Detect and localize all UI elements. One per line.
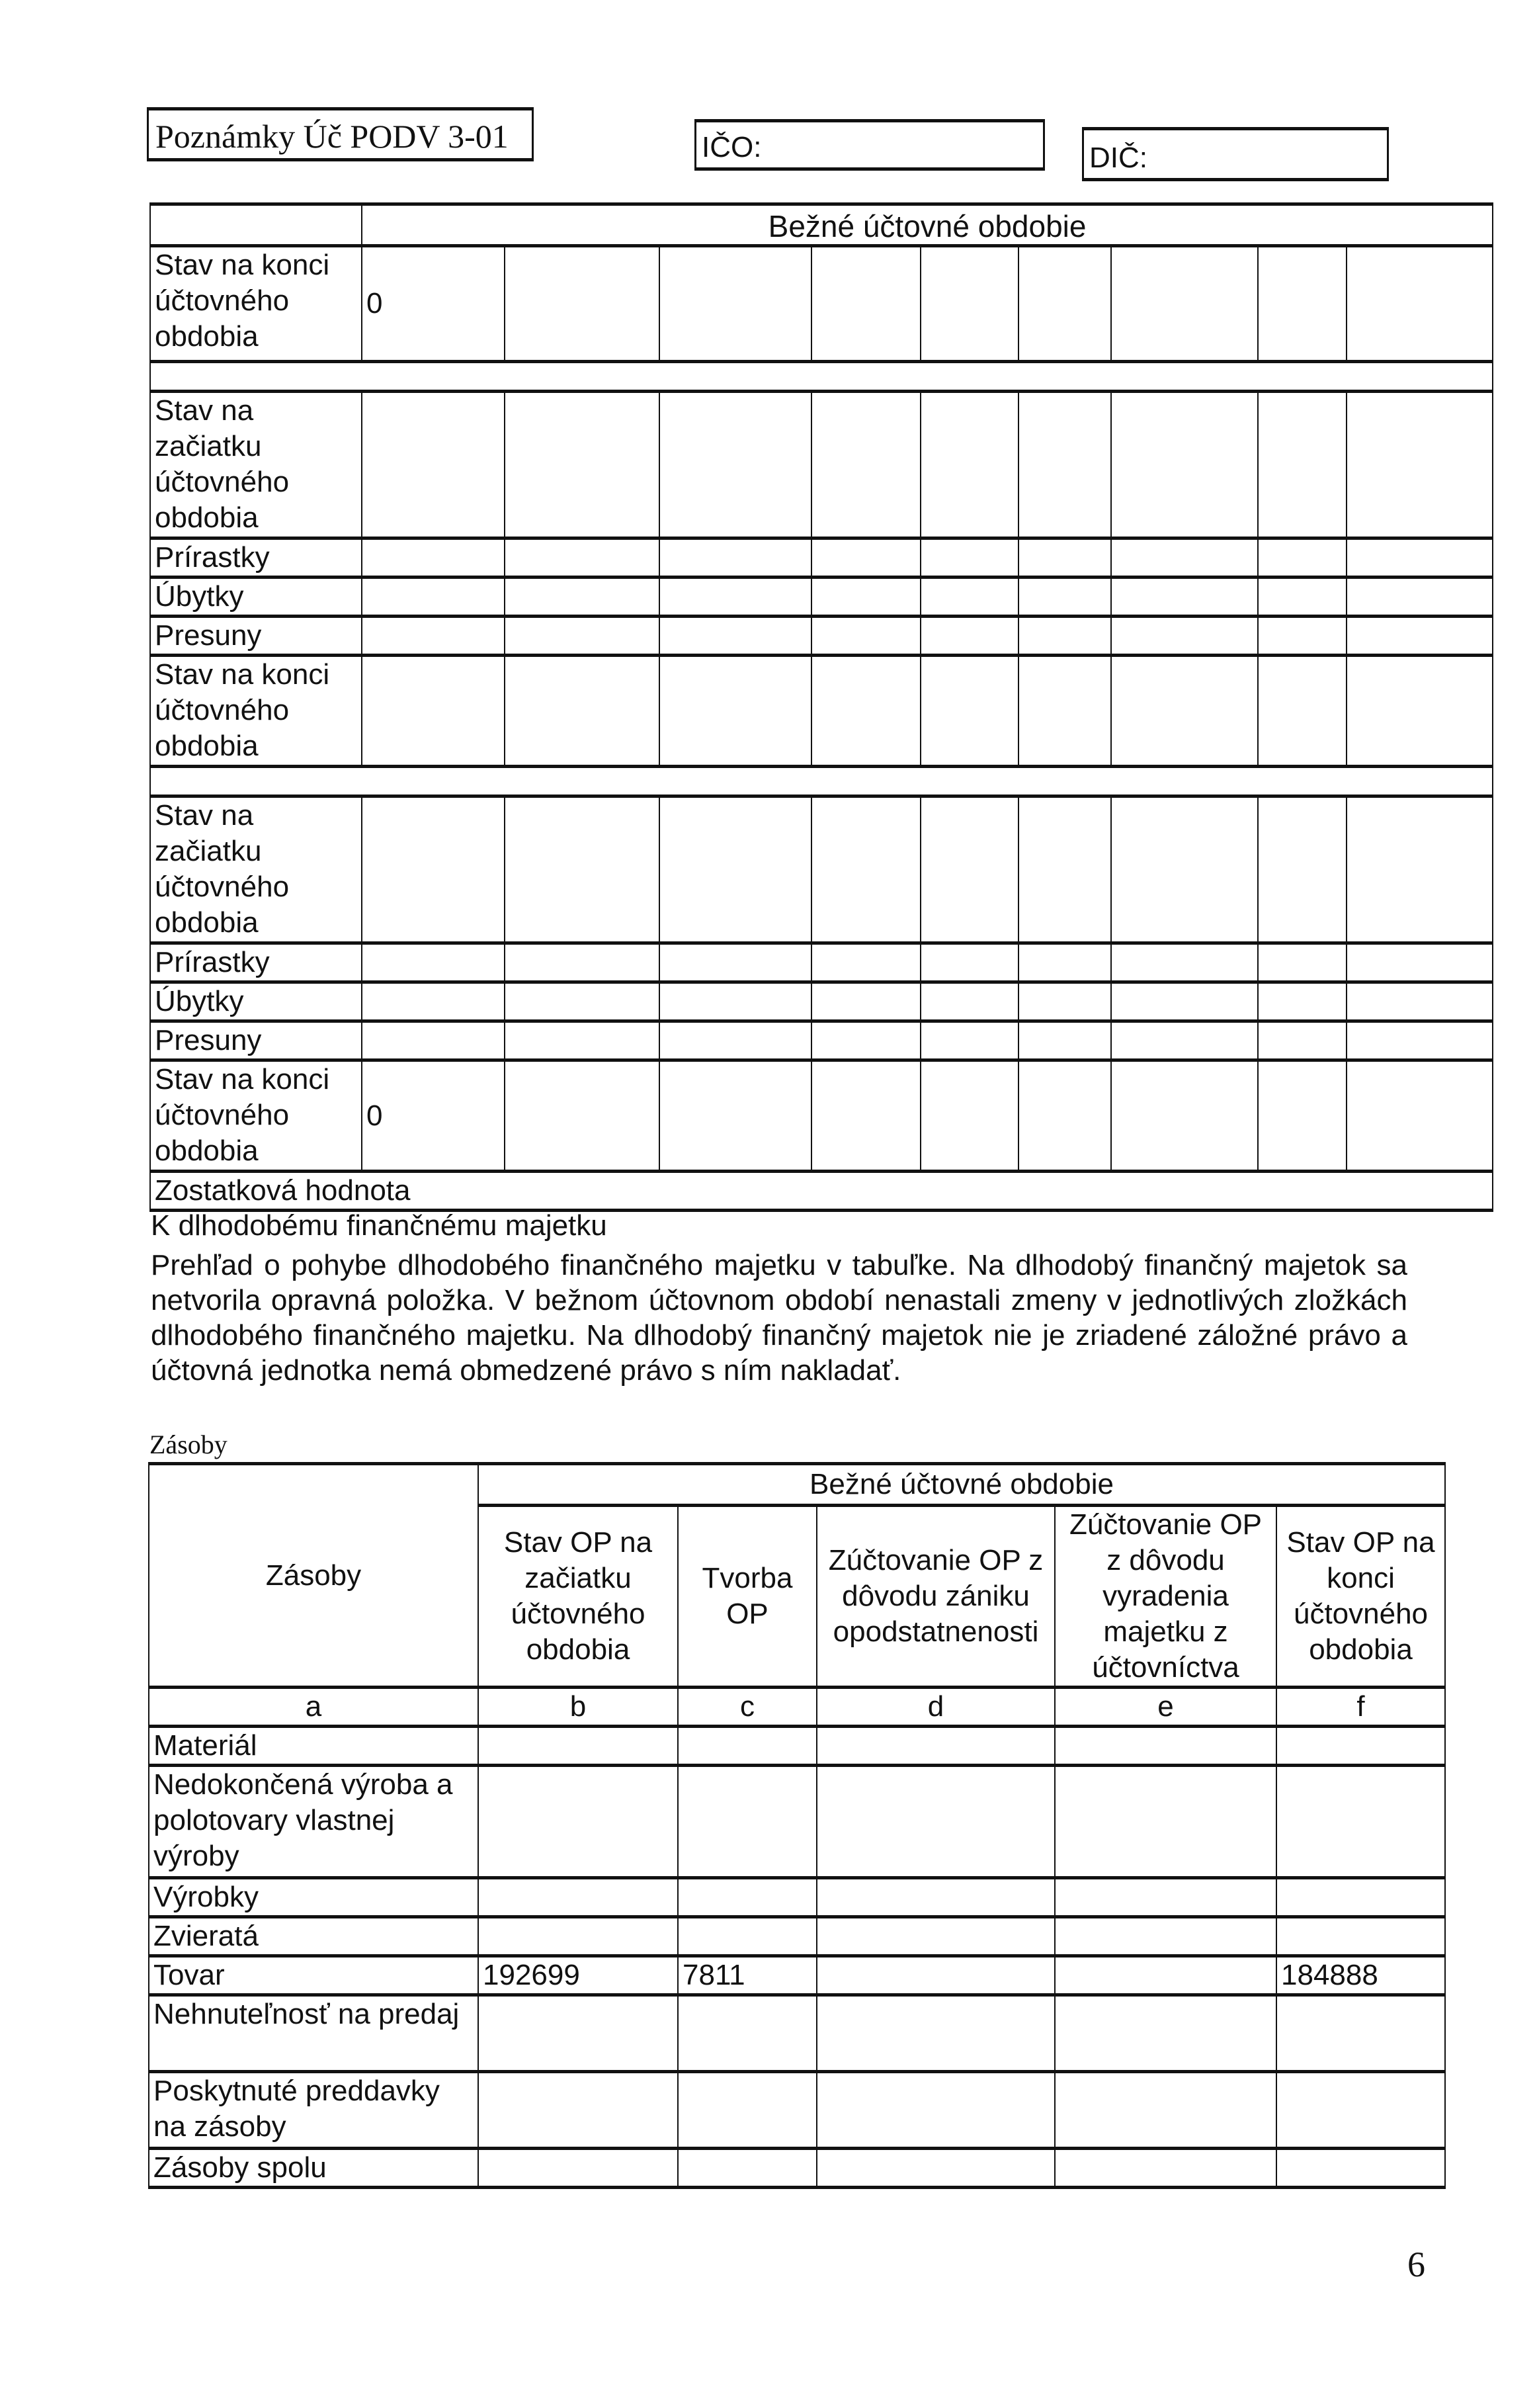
dic-field[interactable] xyxy=(1082,127,1389,181)
row-label: Materiál xyxy=(149,1727,478,1766)
cell-value xyxy=(659,1060,811,1172)
row-label: Stav na začiatku účtovného obdobia xyxy=(150,392,362,538)
table-row xyxy=(150,982,1493,1021)
cell-value xyxy=(1111,982,1258,1021)
cell-value xyxy=(811,246,921,362)
cell-value xyxy=(659,578,811,617)
asset-table-header-row xyxy=(150,204,1493,246)
cell-value xyxy=(1055,1956,1276,1995)
table-row xyxy=(149,1956,1445,1995)
cell-value: 0 xyxy=(362,246,505,362)
row-label: Úbytky xyxy=(150,578,362,617)
cell-value xyxy=(1258,943,1347,982)
inventory-row-header: Zásoby xyxy=(149,1464,478,1688)
cell-value xyxy=(817,1917,1055,1956)
ico-field[interactable] xyxy=(694,119,1045,171)
inventory-letter-row xyxy=(149,1688,1445,1727)
cell-value xyxy=(659,656,811,767)
cell-value xyxy=(1018,943,1111,982)
cell-value xyxy=(811,656,921,767)
cell-value xyxy=(1055,1995,1276,2072)
row-label: Tovar xyxy=(149,1956,478,1995)
cell-value xyxy=(1276,1727,1445,1766)
cell-value xyxy=(1258,246,1347,362)
cell-value xyxy=(362,392,505,538)
cell-value xyxy=(811,796,921,943)
cell-value xyxy=(678,1995,817,2072)
financial-note-heading: K dlhodobému finančnému majetku xyxy=(151,1209,607,1242)
table-row xyxy=(150,617,1493,656)
cell-value xyxy=(1347,538,1493,578)
cell-value xyxy=(1018,656,1111,767)
column-letter: b xyxy=(478,1688,678,1727)
table-row xyxy=(150,246,1493,362)
cell-value xyxy=(921,1060,1018,1172)
row-label: Prírastky xyxy=(150,943,362,982)
cell-value xyxy=(1055,2149,1276,2188)
cell-value xyxy=(362,538,505,578)
cell-value xyxy=(678,1766,817,1878)
table-row xyxy=(149,1727,1445,1766)
cell-value xyxy=(1258,578,1347,617)
cell-value xyxy=(921,796,1018,943)
column-letter: e xyxy=(1055,1688,1276,1727)
page-number: 6 xyxy=(1407,2245,1425,2284)
cell-value xyxy=(478,2072,678,2149)
cell-value xyxy=(1347,1021,1493,1060)
row-label: Stav na konci účtovného obdobia xyxy=(150,1060,362,1172)
column-letter: a xyxy=(149,1688,478,1727)
cell-value xyxy=(1018,578,1111,617)
cell-value xyxy=(1276,1878,1445,1917)
cell-value xyxy=(1258,796,1347,943)
cell-value xyxy=(478,1878,678,1917)
table-row xyxy=(150,943,1493,982)
financial-note-text: Prehľad o pohybe dlhodobého finančného majetku v tabuľke. Na dlhodobý finančný majetok sa netvorila opravná položka. V bežnom účtovnom období nenastali zmeny v jednotlivých zložkách dlhodobého finančného majetku. Na dlhodobý finančný majetok nie je zriadené záložné právo a účtovná jednotka nemá obmedzené právo s ním nakladať. xyxy=(151,1249,1407,1387)
cell-value xyxy=(1111,656,1258,767)
inventory-header-row-1 xyxy=(149,1464,1445,1506)
cell-value xyxy=(811,392,921,538)
cell-value xyxy=(659,796,811,943)
cell-value xyxy=(505,656,659,767)
cell-value xyxy=(1111,1060,1258,1172)
cell-value xyxy=(659,1021,811,1060)
cell-value xyxy=(1111,617,1258,656)
cell-value xyxy=(362,982,505,1021)
cell-value xyxy=(1258,538,1347,578)
asset-movement-table xyxy=(149,202,1493,1212)
cell-value xyxy=(505,943,659,982)
residual-value-label: Zostatková hodnota xyxy=(150,1172,1493,1211)
cell-value xyxy=(505,1060,659,1172)
cell-value xyxy=(505,982,659,1021)
cell-value xyxy=(921,982,1018,1021)
cell-value xyxy=(1347,392,1493,538)
cell-value xyxy=(659,982,811,1021)
cell-value: 0 xyxy=(362,1060,505,1172)
cell-value xyxy=(362,656,505,767)
cell-value xyxy=(362,796,505,943)
cell-value xyxy=(505,796,659,943)
row-label: Poskytnuté preddavky na zásoby xyxy=(149,2072,478,2149)
cell-value xyxy=(921,1021,1018,1060)
table-row xyxy=(150,796,1493,943)
cell-value xyxy=(659,943,811,982)
cell-value xyxy=(678,2149,817,2188)
spacer-cell xyxy=(150,362,1493,392)
cell-value xyxy=(362,617,505,656)
table-spacer xyxy=(150,767,1493,796)
table-row xyxy=(149,2072,1445,2149)
cell-value xyxy=(1111,1021,1258,1060)
row-label: Zásoby spolu xyxy=(149,2149,478,2188)
cell-value xyxy=(1258,1021,1347,1060)
cell-value xyxy=(811,982,921,1021)
row-label: Stav na konci účtovného obdobia xyxy=(150,656,362,767)
column-letter: c xyxy=(678,1688,817,1727)
table-row xyxy=(149,1766,1445,1878)
cell-value xyxy=(678,1878,817,1917)
financial-note xyxy=(151,1208,1407,1388)
table-row xyxy=(149,1995,1445,2072)
cell-value xyxy=(811,617,921,656)
cell-value xyxy=(505,578,659,617)
cell-value xyxy=(362,578,505,617)
row-label: Presuny xyxy=(150,1021,362,1060)
cell-value xyxy=(678,2072,817,2149)
cell-value xyxy=(1258,656,1347,767)
cell-value xyxy=(1018,982,1111,1021)
cell-value xyxy=(1055,1727,1276,1766)
cell-value xyxy=(659,538,811,578)
asset-header-corner xyxy=(150,204,362,246)
table-row xyxy=(149,1917,1445,1956)
cell-value xyxy=(817,1766,1055,1878)
cell-value xyxy=(1258,392,1347,538)
row-label: Nehnuteľnosť na predaj xyxy=(149,1995,478,2072)
cell-value xyxy=(817,1956,1055,1995)
cell-value xyxy=(478,1995,678,2072)
cell-value xyxy=(505,392,659,538)
cell-value xyxy=(1055,1766,1276,1878)
cell-value xyxy=(1018,796,1111,943)
column-letter: f xyxy=(1276,1688,1445,1727)
residual-value-row xyxy=(150,1172,1493,1211)
cell-value xyxy=(1018,1021,1111,1060)
row-label: Nedokončená výroba a polotovary vlastnej výroby xyxy=(149,1766,478,1878)
cell-value xyxy=(1347,656,1493,767)
cell-value xyxy=(921,943,1018,982)
column-letter: d xyxy=(817,1688,1055,1727)
cell-value xyxy=(811,578,921,617)
cell-value xyxy=(921,578,1018,617)
table-row xyxy=(149,2149,1445,2188)
cell-value xyxy=(1347,246,1493,362)
row-label: Prírastky xyxy=(150,538,362,578)
ico-label: IČO: xyxy=(702,131,762,163)
cell-value xyxy=(1347,617,1493,656)
cell-value xyxy=(1347,578,1493,617)
table-row xyxy=(150,656,1493,767)
cell-value xyxy=(1276,1917,1445,1956)
cell-value xyxy=(659,617,811,656)
table-spacer xyxy=(150,362,1493,392)
table-row xyxy=(150,392,1493,538)
cell-value xyxy=(1258,1060,1347,1172)
table-row xyxy=(150,1021,1493,1060)
cell-value xyxy=(678,1727,817,1766)
column-header: Zúčtovanie OP z dôvodu vyradenia majetku z účtovníctva xyxy=(1055,1506,1276,1688)
cell-value xyxy=(811,1021,921,1060)
cell-value: 192699 xyxy=(478,1956,678,1995)
row-label: Zvieratá xyxy=(149,1917,478,1956)
cell-value xyxy=(1055,2072,1276,2149)
cell-value xyxy=(478,2149,678,2188)
table-row xyxy=(149,1878,1445,1917)
cell-value xyxy=(1018,1060,1111,1172)
cell-value xyxy=(817,1727,1055,1766)
cell-value xyxy=(362,1021,505,1060)
cell-value xyxy=(1347,982,1493,1021)
cell-value xyxy=(1018,392,1111,538)
cell-value xyxy=(1276,2072,1445,2149)
cell-value xyxy=(478,1917,678,1956)
cell-value: 7811 xyxy=(678,1956,817,1995)
spacer-cell xyxy=(150,767,1493,796)
cell-value xyxy=(1347,1060,1493,1172)
cell-value xyxy=(921,392,1018,538)
cell-value xyxy=(817,1995,1055,2072)
cell-value xyxy=(362,943,505,982)
cell-value: 184888 xyxy=(1276,1956,1445,1995)
cell-value xyxy=(817,2149,1055,2188)
cell-value xyxy=(478,1766,678,1878)
inventory-table xyxy=(148,1462,1446,2189)
cell-value xyxy=(505,617,659,656)
cell-value xyxy=(1111,538,1258,578)
cell-value xyxy=(1111,246,1258,362)
cell-value xyxy=(659,392,811,538)
row-label: Stav na začiatku účtovného obdobia xyxy=(150,796,362,943)
table-row xyxy=(150,1060,1493,1172)
cell-value xyxy=(1347,943,1493,982)
cell-value xyxy=(505,246,659,362)
table-row xyxy=(150,578,1493,617)
cell-value xyxy=(921,617,1018,656)
cell-value xyxy=(1018,617,1111,656)
cell-value xyxy=(1018,538,1111,578)
form-title-box xyxy=(147,107,534,161)
inventory-period-header: Bežné účtovné obdobie xyxy=(478,1464,1445,1506)
cell-value xyxy=(1111,578,1258,617)
row-label: Výrobky xyxy=(149,1878,478,1917)
column-header: Tvorba OP xyxy=(678,1506,817,1688)
cell-value xyxy=(505,1021,659,1060)
asset-period-header: Bežné účtovné obdobie xyxy=(362,204,1493,246)
form-title: Poznámky Úč PODV 3-01 xyxy=(155,118,509,155)
cell-value xyxy=(1055,1878,1276,1917)
cell-value xyxy=(1347,796,1493,943)
cell-value xyxy=(1276,1766,1445,1878)
cell-value xyxy=(921,246,1018,362)
cell-value xyxy=(921,656,1018,767)
cell-value xyxy=(1055,1917,1276,1956)
column-header: Stav OP na konci účtovného obdobia xyxy=(1276,1506,1445,1688)
row-label: Úbytky xyxy=(150,982,362,1021)
cell-value xyxy=(811,538,921,578)
column-header: Zúčtovanie OP z dôvodu zániku opodstatnenosti xyxy=(817,1506,1055,1688)
cell-value xyxy=(811,943,921,982)
cell-value xyxy=(678,1917,817,1956)
row-label: Presuny xyxy=(150,617,362,656)
cell-value xyxy=(1111,943,1258,982)
cell-value xyxy=(817,2072,1055,2149)
cell-value xyxy=(1111,392,1258,538)
cell-value xyxy=(1258,982,1347,1021)
inventory-caption: Zásoby xyxy=(149,1430,228,1459)
table-row xyxy=(150,538,1493,578)
cell-value xyxy=(1276,1995,1445,2072)
cell-value xyxy=(478,1727,678,1766)
cell-value xyxy=(1276,2149,1445,2188)
dic-label: DIČ: xyxy=(1089,142,1147,174)
cell-value xyxy=(921,538,1018,578)
row-label: Stav na konci účtovného obdobia xyxy=(150,246,362,362)
cell-value xyxy=(1111,796,1258,943)
cell-value xyxy=(1018,246,1111,362)
cell-value xyxy=(817,1878,1055,1917)
column-header: Stav OP na začiatku účtovného obdobia xyxy=(478,1506,678,1688)
cell-value xyxy=(811,1060,921,1172)
cell-value xyxy=(505,538,659,578)
cell-value xyxy=(1258,617,1347,656)
cell-value xyxy=(659,246,811,362)
